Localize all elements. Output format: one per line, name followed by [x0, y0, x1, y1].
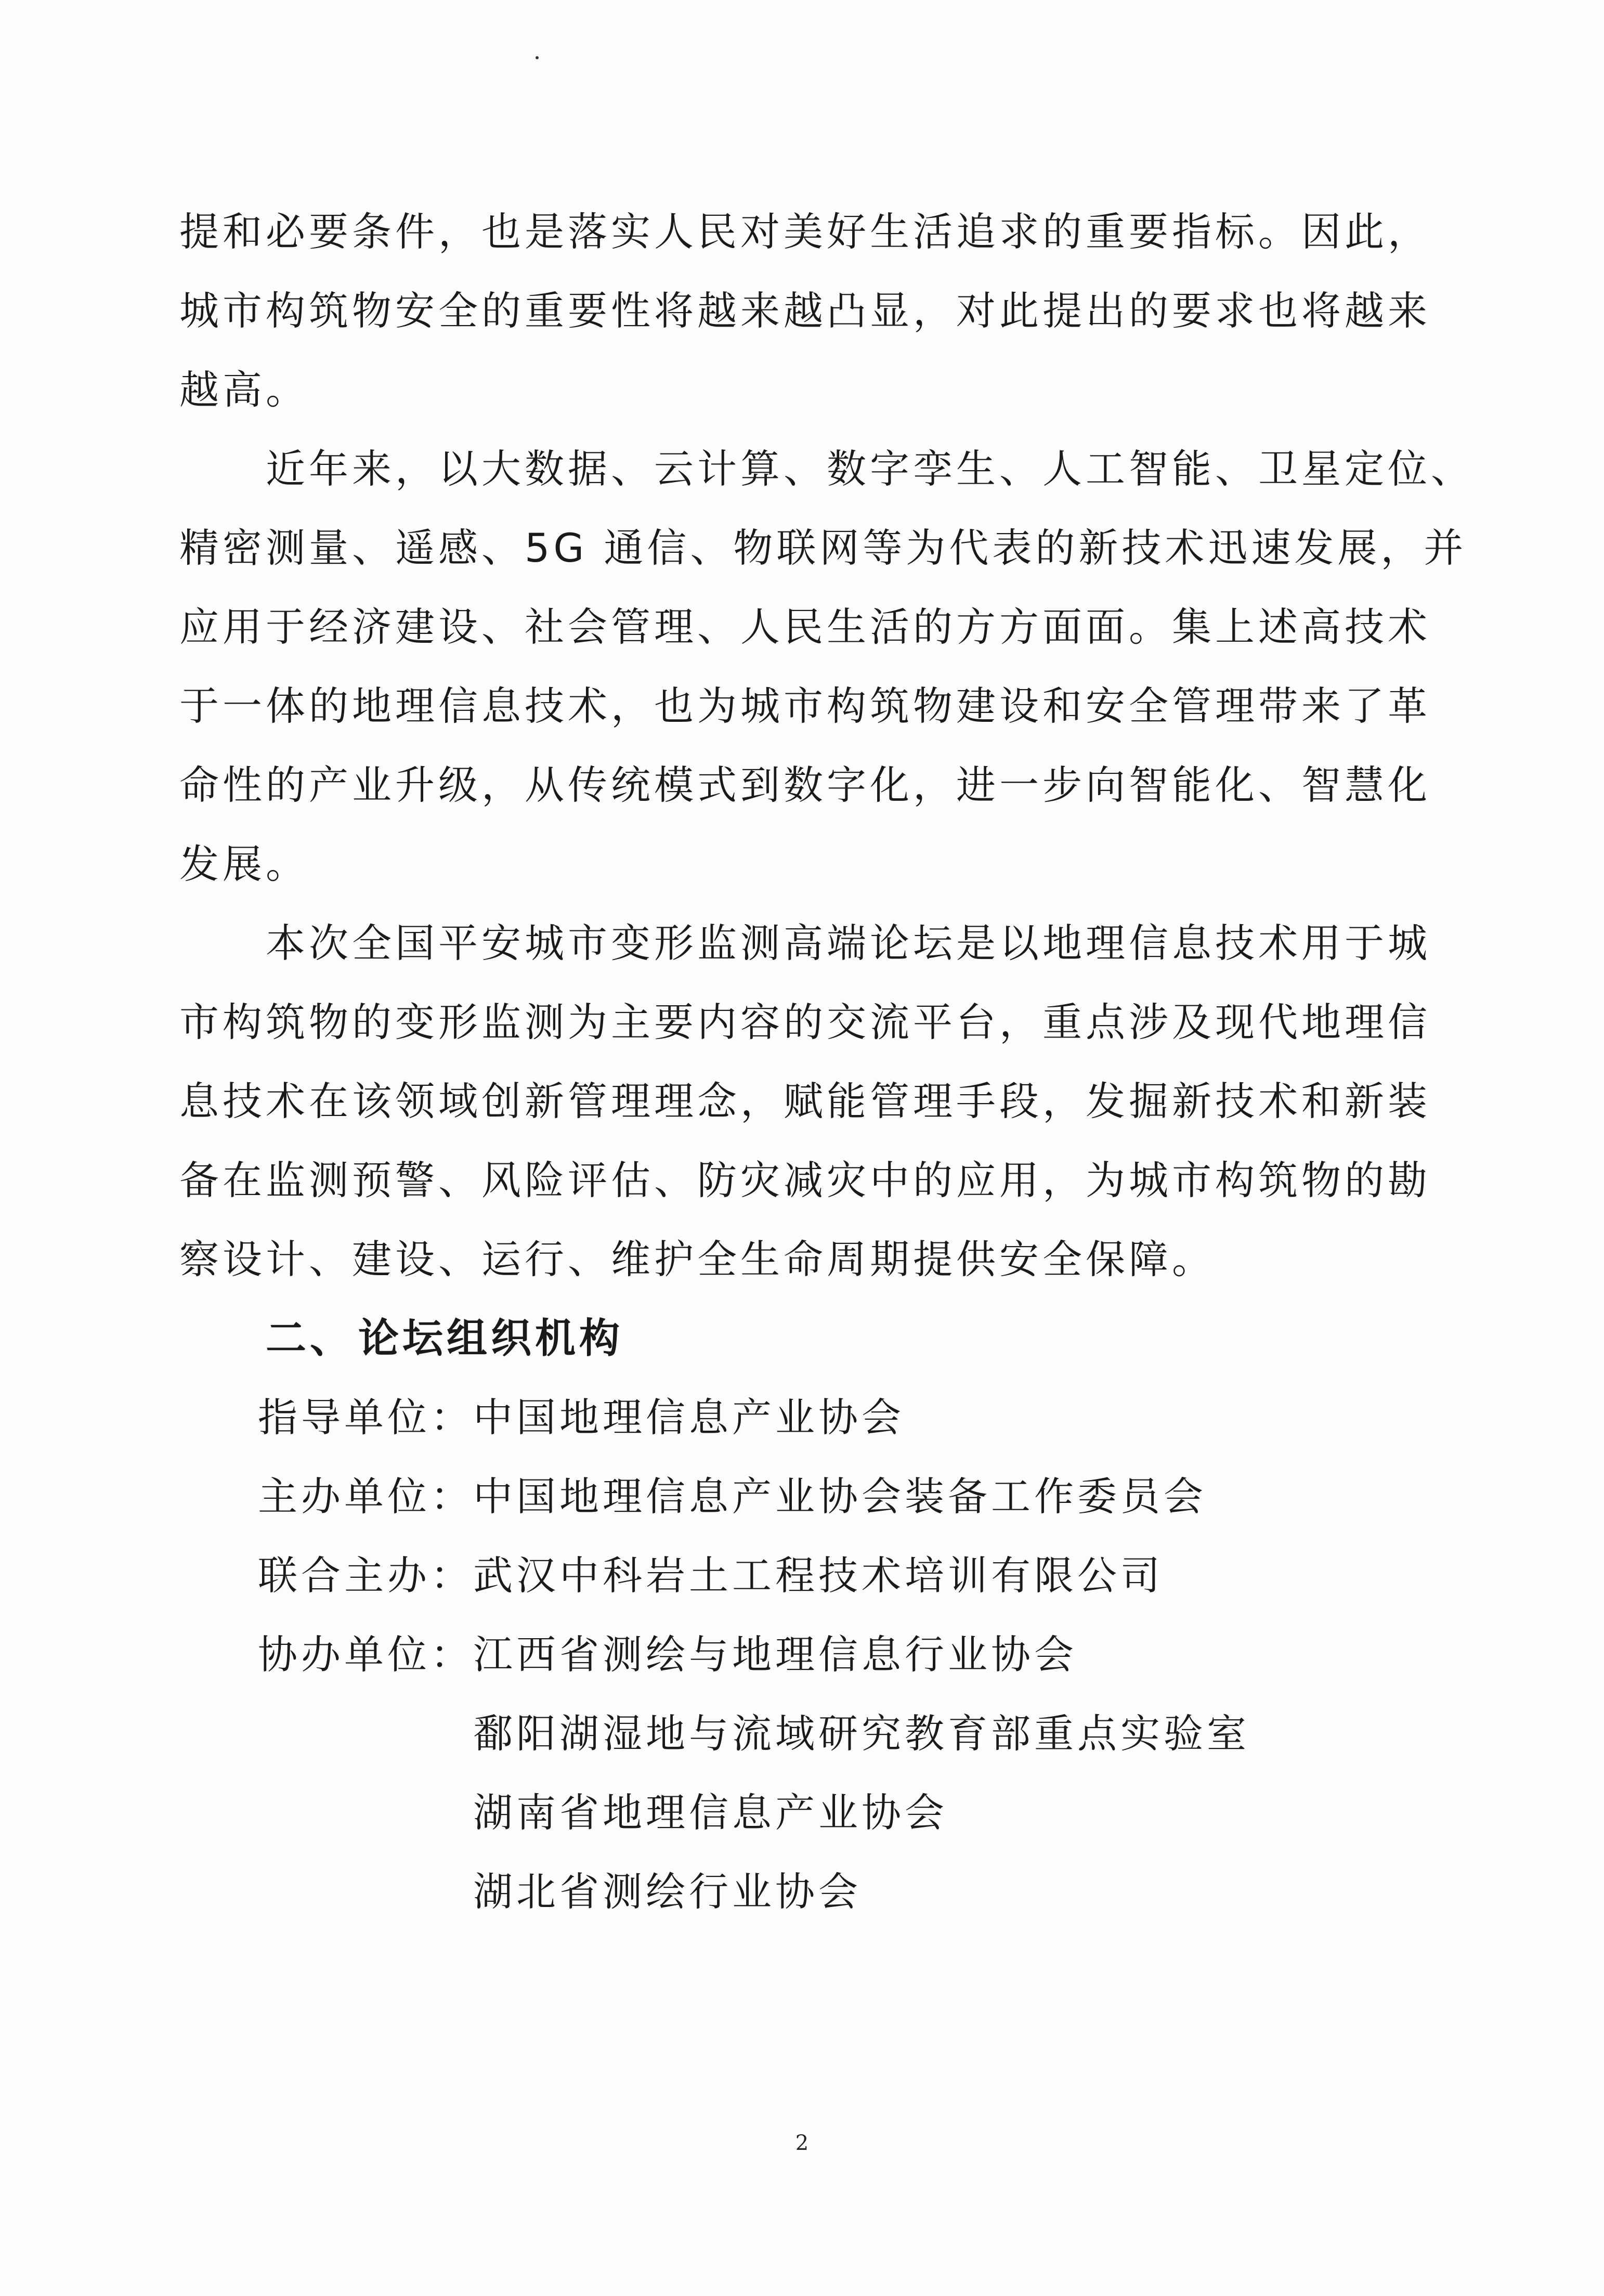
org-label: 联合主办：	[258, 1552, 474, 1599]
org-value: 武汉中科岩土工程技术培训有限公司	[473, 1552, 1164, 1599]
paragraph-line: 备在监测预警、风险评估、防灾减灾中的应用，为城市构筑物的勘	[179, 1157, 1431, 1203]
paragraph-line: 城市构筑物安全的重要性将越来越凸显，对此提出的要求也将越来	[179, 288, 1431, 334]
paragraph-line: 命性的产业升级，从传统模式到数字化，进一步向智能化、智慧化	[179, 762, 1431, 808]
section-heading	[266, 1299, 623, 1378]
paragraph-3	[179, 904, 1431, 1299]
scan-speck	[536, 56, 539, 59]
org-assisting-item: 湖南省地理信息产业协会	[473, 1789, 948, 1836]
org-guiding	[258, 1378, 905, 1457]
paragraph-line: 本次全国平安城市变形监测高端论坛是以地理信息技术用于城	[266, 920, 1431, 966]
section-title: 论坛组织机构	[358, 1315, 624, 1362]
org-label: 指导单位：	[258, 1394, 474, 1441]
org-assisting-item: 湖北省测绘行业协会	[473, 1869, 862, 1915]
paragraph-line: 于一体的地理信息技术，也为城市构筑物建设和安全管理带来了革	[179, 683, 1431, 729]
paragraph-line: 发展。	[179, 841, 309, 887]
section-number: 二、	[266, 1315, 355, 1362]
org-label: 协办单位：	[258, 1631, 474, 1678]
org-co-host	[258, 1536, 1164, 1615]
paragraph-line: 近年来，以大数据、云计算、数字孪生、人工智能、卫星定位、	[266, 446, 1474, 492]
paragraph-line: 应用于经济建设、社会管理、人民生活的方方面面。集上述高技术	[179, 604, 1431, 650]
org-value: 中国地理信息产业协会装备工作委员会	[473, 1473, 1207, 1520]
org-value: 中国地理信息产业协会	[473, 1394, 905, 1441]
paragraph-line: 息技术在该领域创新管理理念，赋能管理手段，发掘新技术和新装	[179, 1078, 1431, 1124]
paragraph-line: 精密测量、遥感、5G 通信、物联网等为代表的新技术迅速发展，并	[179, 525, 1467, 571]
paragraph-line: 越高。	[179, 367, 309, 413]
org-label: 主办单位：	[258, 1473, 474, 1520]
paragraph-line: 市构筑物的变形监测为主要内容的交流平台，重点涉及现代地理信	[179, 999, 1431, 1045]
org-assisting-item: 鄱阳湖湿地与流域研究教育部重点实验室	[473, 1710, 1250, 1757]
paragraph-line: 察设计、建设、运行、维护全生命周期提供安全保障。	[179, 1236, 1215, 1282]
org-host	[258, 1457, 1207, 1536]
page-number: 2	[795, 2131, 809, 2155]
org-value: 江西省测绘与地理信息行业协会	[473, 1631, 1077, 1678]
paragraph-1	[179, 192, 1431, 430]
org-assisting	[258, 1615, 1077, 1694]
paragraph-2	[179, 430, 1474, 904]
paragraph-line: 提和必要条件，也是落实人民对美好生活追求的重要指标。因此，	[179, 209, 1431, 255]
